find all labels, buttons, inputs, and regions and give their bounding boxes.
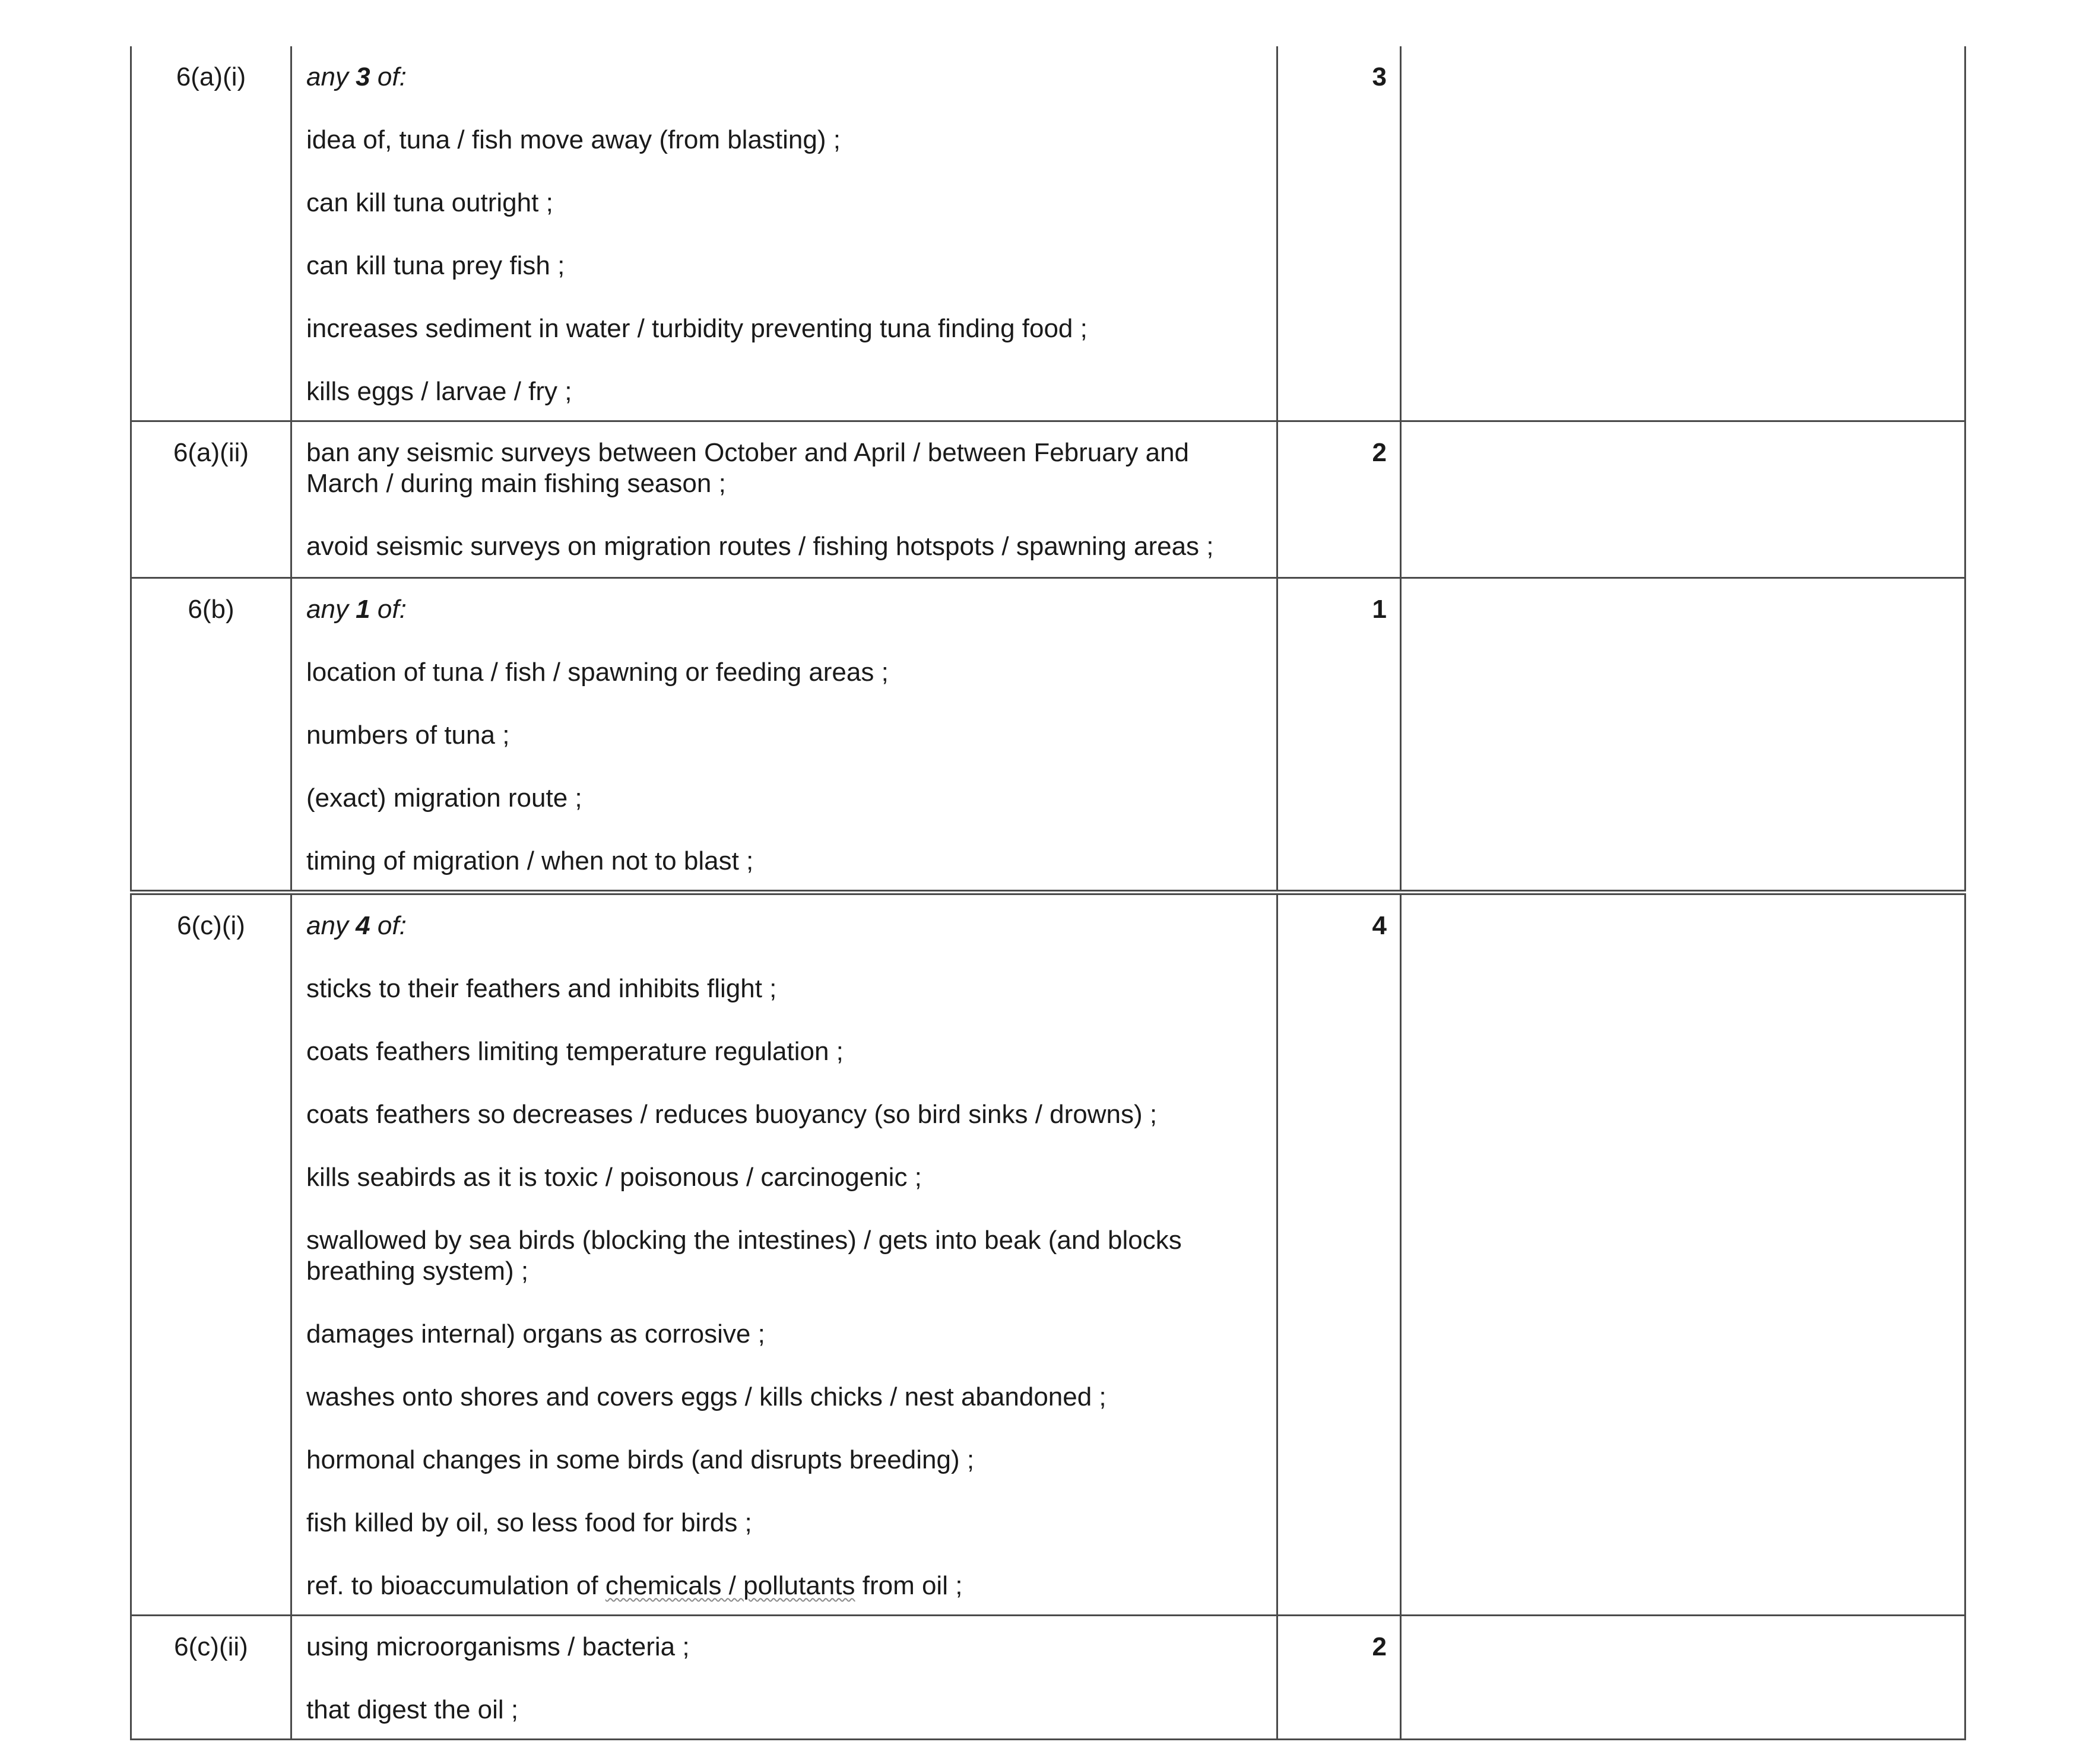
answer-point: that digest the oil ; — [306, 1695, 519, 1724]
answer-point: idea of, tuna / fish move away (from blasting) ; — [306, 125, 841, 154]
answer-cell — [291, 578, 1277, 893]
answer-point: coats feathers so decreases / reduces buoyancy (so bird sinks / drowns) ; — [306, 1100, 1158, 1129]
answer-cell — [291, 1616, 1277, 1740]
answer-cell — [291, 46, 1277, 421]
question-number: 6(a)(i) — [131, 46, 291, 421]
answer-cell — [291, 893, 1277, 1616]
answer-cell — [291, 421, 1277, 578]
answer-intro: any 4 of: — [306, 911, 407, 940]
guidance-cell — [1401, 46, 1965, 421]
answer-point: increases sediment in water / turbidity preventing tuna finding food ; — [306, 314, 1088, 343]
answer-intro: any 1 of: — [306, 595, 407, 624]
table-row — [131, 1616, 1965, 1740]
marks-value: 1 — [1277, 578, 1401, 893]
answer-point: numbers of tuna ; — [306, 721, 510, 750]
guidance-cell — [1401, 1616, 1965, 1740]
answer-point: ref. to bioaccumulation of chemicals / pollutants from oil ; — [306, 1571, 963, 1600]
answer-point: ban any seismic surveys between October and April / between February and March / during main fishing season ; — [306, 438, 1190, 498]
answer-point: kills seabirds as it is toxic / poisonous / carcinogenic ; — [306, 1163, 922, 1192]
answer-point: sticks to their feathers and inhibits flight ; — [306, 974, 777, 1003]
answer-point: coats feathers limiting temperature regulation ; — [306, 1037, 844, 1066]
guidance-cell — [1401, 893, 1965, 1616]
table-row — [131, 421, 1965, 578]
answer-point: location of tuna / fish / spawning or feeding areas ; — [306, 658, 889, 687]
answer-point: hormonal changes in some birds (and disrupts breeding) ; — [306, 1445, 975, 1474]
marks-value: 4 — [1277, 893, 1401, 1616]
question-number: 6(c)(i) — [131, 893, 291, 1616]
answer-point: (exact) migration route ; — [306, 783, 582, 813]
answer-point: using microorganisms / bacteria ; — [306, 1632, 690, 1661]
answer-point: kills eggs / larvae / fry ; — [306, 377, 572, 406]
answer-point: washes onto shores and covers eggs / kills chicks / nest abandoned ; — [306, 1382, 1107, 1411]
answer-point: fish killed by oil, so less food for birds ; — [306, 1508, 752, 1537]
mark-scheme-table — [130, 46, 1966, 1740]
question-number: 6(b) — [131, 578, 291, 893]
answer-point: damages internal) organs as corrosive ; — [306, 1319, 765, 1349]
marks-value: 2 — [1277, 1616, 1401, 1740]
marks-value: 2 — [1277, 421, 1401, 578]
table-row — [131, 893, 1965, 1616]
marks-value: 3 — [1277, 46, 1401, 421]
answer-point: avoid seismic surveys on migration routes / fishing hotspots / spawning areas ; — [306, 532, 1214, 561]
answer-point: timing of migration / when not to blast ; — [306, 846, 754, 875]
guidance-cell — [1401, 578, 1965, 893]
question-number: 6(a)(ii) — [131, 421, 291, 578]
answer-point: swallowed by sea birds (blocking the intestines) / gets into beak (and blocks breathing system) ; — [306, 1226, 1182, 1286]
spellcheck-flagged-text: chemicals / pollutants — [605, 1571, 855, 1600]
guidance-cell — [1401, 421, 1965, 578]
answer-intro: any 3 of: — [306, 62, 407, 91]
table-row — [131, 578, 1965, 893]
answer-point: can kill tuna prey fish ; — [306, 251, 565, 280]
question-number: 6(c)(ii) — [131, 1616, 291, 1740]
table-row — [131, 46, 1965, 421]
answer-point: can kill tuna outright ; — [306, 188, 553, 217]
